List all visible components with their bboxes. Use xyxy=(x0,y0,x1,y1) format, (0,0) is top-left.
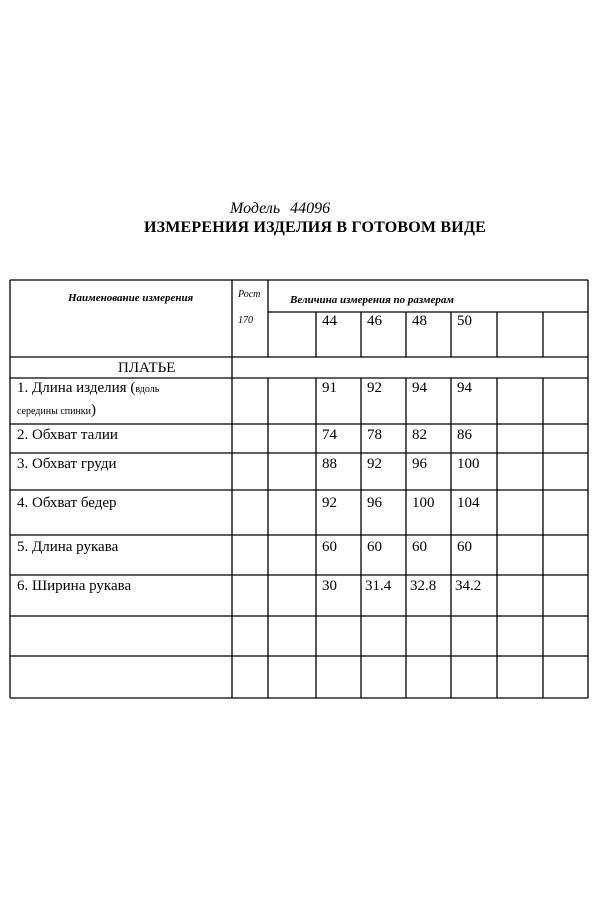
row-1-name-text: 1. Длина изделия ( xyxy=(17,380,136,396)
row-4-value-44: 92 xyxy=(322,495,337,511)
row-3-value-50: 100 xyxy=(457,456,480,472)
col-name-header: Наименование измерения xyxy=(68,292,194,304)
row-3-value-44: 88 xyxy=(322,456,337,472)
model-number: 44096 xyxy=(290,200,331,217)
row-2-value-48: 82 xyxy=(412,427,427,443)
size-44: 44 xyxy=(322,313,337,329)
row-1-close: ) xyxy=(91,402,97,418)
row-1-name xyxy=(17,381,159,396)
row-2-value-50: 86 xyxy=(457,427,472,443)
row-1-value-48: 94 xyxy=(412,380,427,396)
row-4-value-48: 100 xyxy=(412,495,435,511)
size-50: 50 xyxy=(457,313,472,329)
row-1-name-cont xyxy=(17,402,96,418)
row-4-name: 4. Обхват бедер xyxy=(17,495,117,511)
row-5-name: 5. Длина рукава xyxy=(17,539,119,555)
col-height-header: Рост xyxy=(238,289,261,300)
row-3-value-46: 92 xyxy=(367,456,382,472)
row-6-value-44: 30 xyxy=(322,578,337,594)
size-48: 48 xyxy=(412,313,427,329)
row-6-name: 6. Ширина рукава xyxy=(17,578,132,594)
row-3-name: 3. Обхват груди xyxy=(17,456,117,472)
row-4-value-46: 96 xyxy=(367,495,382,511)
page-title: ИЗМЕРЕНИЯ ИЗДЕЛИЯ В ГОТОВОМ ВИДЕ xyxy=(143,219,487,236)
row-5-value-44: 60 xyxy=(322,539,337,555)
row-2-value-44: 74 xyxy=(322,427,337,443)
row-5-value-50: 60 xyxy=(457,539,472,555)
col-sizes-header: Величина измерения по размерам xyxy=(290,294,454,306)
row-6-value-46: 31.4 xyxy=(365,578,392,594)
model-label: Модель xyxy=(230,200,281,217)
height-value: 170 xyxy=(238,315,253,326)
row-1-value-50: 94 xyxy=(457,380,472,396)
row-2-name: 2. Обхват талии xyxy=(17,427,118,443)
row-2-value-46: 78 xyxy=(367,427,382,443)
row-5-value-46: 60 xyxy=(367,539,382,555)
row-1-note-2: середины спинки xyxy=(17,406,92,417)
size-46: 46 xyxy=(367,313,382,329)
row-1-value-44: 91 xyxy=(322,380,337,396)
row-3-value-48: 96 xyxy=(412,456,427,472)
row-1-value-46: 92 xyxy=(367,380,382,396)
row-6-value-50: 34.2 xyxy=(455,578,482,594)
row-6-value-48: 32.8 xyxy=(410,578,437,594)
row-5-value-48: 60 xyxy=(412,539,427,555)
row-4-value-50: 104 xyxy=(457,495,480,511)
row-1-note: вдоль xyxy=(135,384,160,395)
section-label: ПЛАТЬЕ xyxy=(118,360,176,376)
